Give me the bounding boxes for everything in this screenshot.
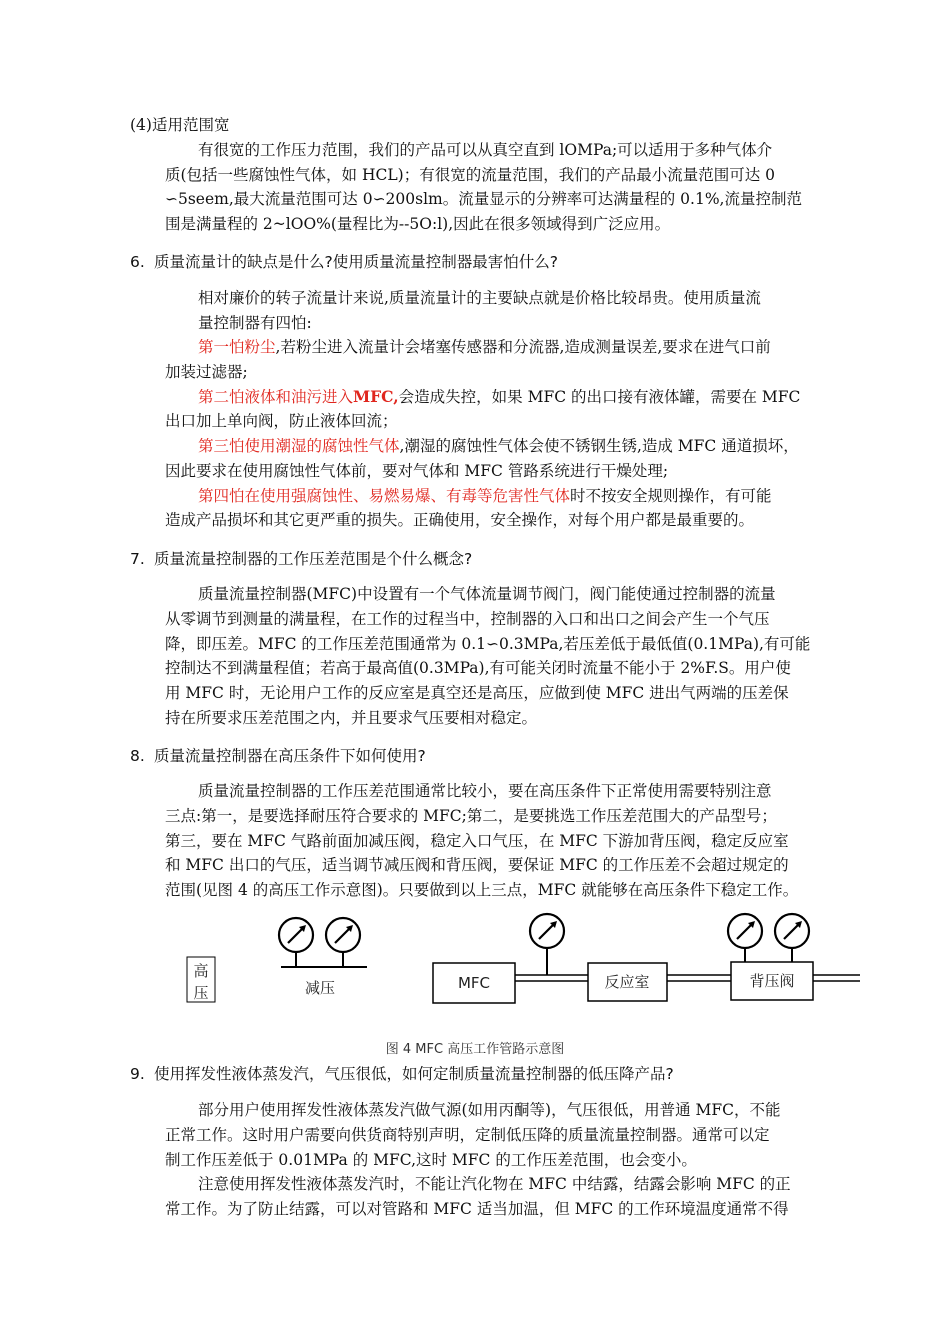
reducer-label: 减压 — [304, 979, 336, 997]
diagram-caption: 图 4 MFC 高压工作管路示意图 — [385, 1042, 565, 1055]
reaction-chamber-label: 反应室 — [604, 973, 650, 991]
section-4-line-3: ∽5seem,最大流量范围可达 0∽200slm。流量显示的分辨率可达满量程的 0.1%,流量控制范 — [165, 190, 802, 208]
q6-fear-2-label: 第二怕液体和油污进入 — [198, 388, 354, 406]
q7-heading — [130, 547, 472, 571]
q7-line-6: 持在所要求压差范围之内，并且要求气压要相对稳定。 — [165, 709, 538, 727]
q8-title: 质量流量控制器在高压条件下如何使用? — [154, 747, 426, 765]
q6-fear-2-line-2: 出口加上单向阀，防止液体回流； — [165, 412, 398, 430]
q6-intro-line-2: 量控制器有四怕: — [198, 314, 312, 332]
q6-fear-3 — [198, 434, 799, 459]
q6-fear-4 — [198, 484, 772, 509]
q6-fear-4-label: 第四怕在使用强腐蚀性、易燃易爆、有毒等危害性气体 — [198, 487, 571, 505]
q6-heading — [130, 250, 558, 274]
q9-p2-line-1: 注意使用挥发性液体蒸发汽时，不能让汽化物在 MFC 中结露，结露会影响 MFC 的正 — [198, 1175, 791, 1193]
q8-line-1: 质量流量控制器的工作压差范围通常比较小，要在高压条件下正常使用需要特别注意 — [198, 782, 772, 800]
q9-number: 9. — [130, 1065, 145, 1083]
q9-p1-line-1: 部分用户使用挥发性液体蒸发汽做气源(如用丙酮等)，气压很低，用普通 MFC，不能 — [198, 1101, 781, 1119]
q9-p1-line-3: 制工作压差低于 0.01MPa 的 MFC,这时 MFC 的工作压差范围，也会变小。 — [165, 1151, 697, 1169]
q6-fear-3-line-2: 因此要求在使用腐蚀性气体前，要对气体和 MFC 管路系统进行干燥处理; — [165, 462, 669, 480]
q9-title: 使用挥发性液体蒸发汽，气压很低，如何定制质量流量控制器的低压降产品? — [154, 1065, 674, 1083]
q8-line-5: 范围(见图 4 的高压工作示意图)。只要做到以上三点，MFC 就能够在高压条件下稳定工作。 — [165, 881, 799, 899]
q9-heading — [130, 1062, 674, 1086]
back-pressure-valve-label: 背压阀 — [749, 972, 795, 990]
q6-fear-2-text: 会造成失控，如果 MFC 的出口接有液体罐，需要在 MFC — [398, 388, 801, 406]
q8-heading — [130, 744, 426, 768]
q6-number: 6. — [130, 253, 145, 271]
high-pressure-label-2: 压 — [193, 984, 209, 1002]
q6-title: 质量流量计的缺点是什么?使用质量流量控制器最害怕什么? — [154, 253, 558, 271]
q6-fear-3-text: ,潮湿的腐蚀性气体会使不锈钢生锈,造成 MFC 通道损坏， — [399, 437, 799, 455]
q7-line-5: 用 MFC 时，无论用户工作的反应室是真空还是高压，应做到使 MFC 进出气两端的压差保 — [165, 684, 789, 702]
q8-number: 8. — [130, 747, 145, 765]
high-pressure-label-1: 高 — [193, 962, 209, 980]
q8-line-3: 第三，要在 MFC 气路前面加减压阀，稳定入口气压，在 MFC 下游加背压阀，稳定反应室 — [165, 832, 789, 850]
valve-gauge-1-icon — [728, 914, 762, 948]
q6-fear-1-label: 第一怕粉尘 — [198, 338, 276, 356]
q7-line-2: 从零调节到测量的满量程，在工作的过程当中，控制器的入口和出口之间会产生一个气压 — [165, 610, 770, 628]
q6-fear-1-text: ,若粉尘进入流量计会堵塞传感器和分流器,造成测量误差,要求在进气口前 — [275, 338, 771, 356]
section-4-line-2: 质(包括一些腐蚀性气体，如 HCL)；有很宽的流量范围，我们的产品最小流量范围可达 0 — [165, 166, 775, 184]
q6-fear-2 — [198, 385, 800, 410]
q8-line-2: 三点:第一，是要选择耐压符合要求的 MFC;第二，是要挑选工作压差范围大的产品型号； — [165, 807, 777, 825]
section-4-line-1: 有很宽的工作压力范围，我们的产品可以从真空直到 lOMPa;可以适用于多种气体介 — [198, 141, 773, 159]
q7-title: 质量流量控制器的工作压差范围是个什么概念? — [154, 550, 473, 568]
q6-fear-2-label-mfc: MFC, — [353, 387, 399, 406]
q7-line-4: 控制达不到满量程值；若高于最高值(0.3MPa),有可能关闭时流量不能小于 2%F.S。用户使 — [165, 659, 791, 677]
q7-line-1: 质量流量控制器(MFC)中设置有一个气体流量调节阀门，阀门能使通过控制器的流量 — [198, 585, 776, 603]
reducer-gauge-2-icon — [326, 918, 360, 952]
q6-fear-1 — [198, 335, 771, 360]
q7-number: 7. — [130, 550, 145, 568]
valve-gauge-2-icon — [775, 914, 809, 948]
q9-p2-line-2: 常工作。为了防止结露，可以对管路和 MFC 适当加温，但 MFC 的工作环境温度通常不得 — [165, 1200, 789, 1218]
q9-p1-line-2: 正常工作。这时用户需要向供货商特别声明，定制低压降的质量流量控制器。通常可以定 — [165, 1126, 770, 1144]
q6-fear-3-label: 第三怕使用潮湿的腐蚀性气体 — [198, 437, 400, 455]
q8-line-4: 和 MFC 出口的气压，适当调节减压阀和背压阀，要保证 MFC 的工作压差不会超过规定的 — [165, 856, 789, 874]
mfc-outlet-gauge-icon — [530, 914, 564, 948]
section-4-line-4: 围是满量程的 2~lOO%(量程比为--5O:l),因此在很多领域得到广泛应用。 — [165, 215, 671, 233]
q6-intro-line-1: 相对廉价的转子流量计来说,质量流量计的主要缺点就是价格比较昂贵。使用质量流 — [198, 289, 761, 307]
section-4-title: (4)适用范围宽 — [130, 116, 230, 134]
reducer-gauge-1-icon — [279, 918, 313, 952]
q6-fear-1-line-2: 加装过滤器; — [165, 363, 248, 381]
mfc-label: MFC — [457, 974, 491, 992]
high-pressure-diagram — [170, 910, 860, 1055]
q6-fear-4-line-2: 造成产品损坏和其它更严重的损失。正确使用，安全操作，对每个用户都是最重要的。 — [165, 511, 755, 529]
q7-line-3: 降，即压差。MFC 的工作压差范围通常为 0.1∽0.3MPa,若压差低于最低值(0.1MPa),有可能 — [165, 635, 811, 653]
q6-fear-4-text: 时不按安全规则操作，有可能 — [570, 487, 772, 505]
